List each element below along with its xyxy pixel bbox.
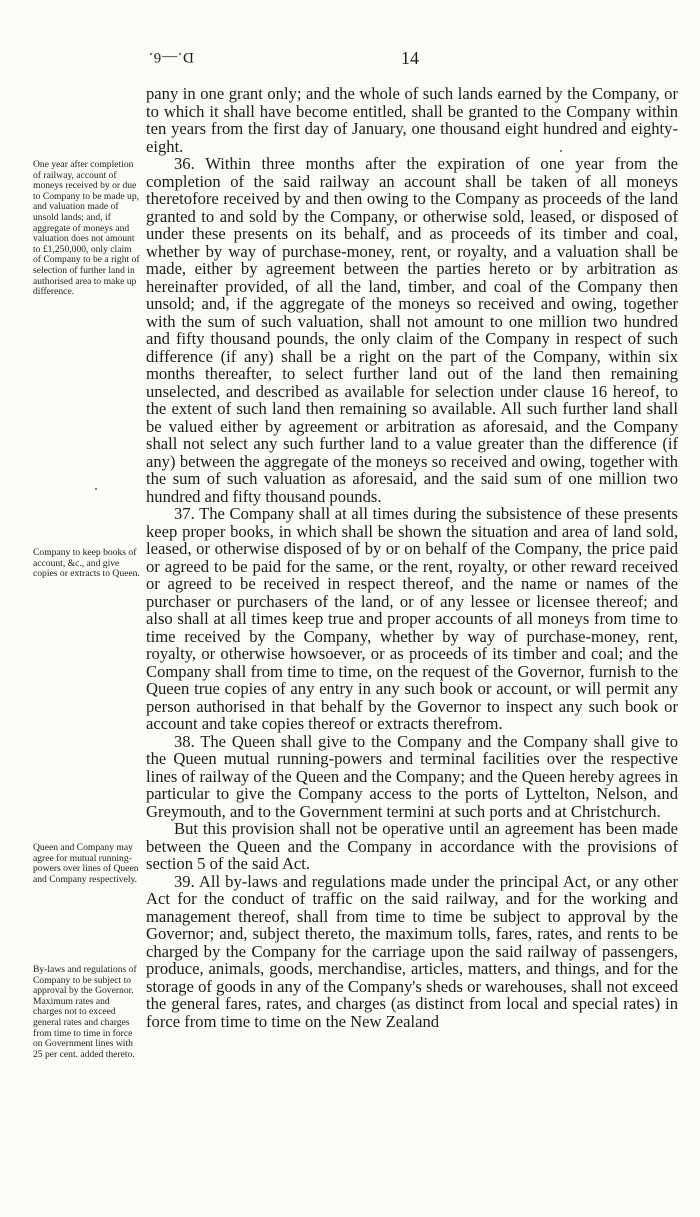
page-header xyxy=(0,48,700,72)
sheet-reference: D.—6. xyxy=(148,49,194,65)
body-text xyxy=(146,85,678,1030)
margin-note-clause-39: By-laws and regulations of Company to be subject to approval by the Governor. Maximum rates and charges not to exceed general rates and charges from time to time in force on Government lines with 25 per cent. added thereto. xyxy=(33,964,137,1060)
paper-speck xyxy=(95,488,97,490)
paragraph-clause-37: 37. The Company shall at all times during the subsistence of these presents keep proper books, in which shall be shown the situation and area of land sold, leased, or otherwise disposed of by or on behalf of the Company, the price paid or agreed to be paid for the same, or the rent, royalty, or other reward received or agreed to be received in respect thereof, and the name or names of the purchaser or purchasers of the land, or of any lessee or licensee thereof; and also shall at all times keep true and proper accounts of all moneys from time to time received by the Company, whether by way of purchase-money, rent, royalty, or otherwise howsoever, or as proceeds of its timber and coal; and the Company shall from time to time, on the request of the Governor, furnish to the Queen true copies of any entry in any such book or account, or will permit any person authorised in that behalf by the Governor to inspect any such book or account and take copies thereof or extracts therefrom. xyxy=(146,504,678,733)
margin-note-clause-38: Queen and Company may agree for mutual running-powers over lines of Queen and Company respectively. xyxy=(33,842,139,885)
margin-note-clause-36: One year after completion of railway, account of moneys received by or due to Company to be made up, and valuation made of unsold lands; and, if aggregate of moneys and valuation does not amount to £1,250,000, only claim of Company to be a right of selection of further land in authorised area to make up difference. xyxy=(33,159,140,298)
paper-speck xyxy=(560,150,562,152)
page-number: 14 xyxy=(401,48,419,68)
paragraph-clause-38-proviso: But this provision shall not be operative until an agreement has been made between the Queen and the Company in accordance with the provisions of section 5 of the said Act. xyxy=(146,819,678,873)
paragraph-continuation: pany in one grant only; and the whole of such lands earned by the Company, or to which it shall have become entitled, shall be granted to the Company within ten years from the first day of January, one thousand eight hundred and eighty-eight. xyxy=(146,84,678,156)
paragraph-clause-39: 39. All by-laws and regulations made under the principal Act, or any other Act for the conduct of traffic on the said railway, and for the working and management thereof, shall from time to time be subject to approval by the Governor; and, subject thereto, the maximum tolls, fares, rates, and rents to be charged by the Company for the carriage upon the said railway of passengers, produce, animals, goods, merchandise, articles, matters, and things, and for the storage of goods in any of the Company's sheds or warehouses, shall not exceed the general fares, rates, and charges (as distinct from local and special rates) in force from time to time on the New Zealand xyxy=(146,871,678,1031)
paragraph-clause-36: 36. Within three months after the expiration of one year from the completion of the said railway an account shall be taken of all moneys theretofore received by and then owing to the Company as proceeds of the land granted to and sold by the Company, or otherwise sold, leased, or disposed of under these presents on its behalf, and as proceeds of its timber and coal, whether by way of purchase-money, rent, or royalty, and a valuation shall be made, either by agreement between the parties hereto or by arbitration as hereinafter provided, of all the land, timber, and coal of the Company then unsold; and, if the aggregate of the moneys so received and owing, together with the sum of such valuation, shall not amount to one million two hundred and fifty thousand pounds, the only claim of the Company in respect of such difference (if any) shall be a right on the part of the Company, within six months thereafter, to select further land out of the land then remaining unselected, and described as available for selection under clause 16 hereof, to the extent of such land then remaining so available. All such further land shall be valued either by agreement or arbitration as aforesaid, and the Company shall not select any such further land to a value greater than the difference (if any) between the aggregate of the moneys so received and owing, together with the sum of such valuation as aforesaid, and the said sum of one million two hundred and fifty thousand pounds. xyxy=(146,154,678,506)
margin-note-clause-37: Company to keep books of account, &c., and give copies or extracts to Queen. xyxy=(33,547,140,580)
paragraph-clause-38: 38. The Queen shall give to the Company and the Company shall give to the Queen mutual running-powers and terminal facilities over the respective lines of railway of the Queen and the Company; and the Queen hereby agrees in particular to give the Company access to the ports of Lyttelton, Nelson, and Greymouth, and to the Government termini at such ports and at Christchurch. xyxy=(146,731,678,821)
